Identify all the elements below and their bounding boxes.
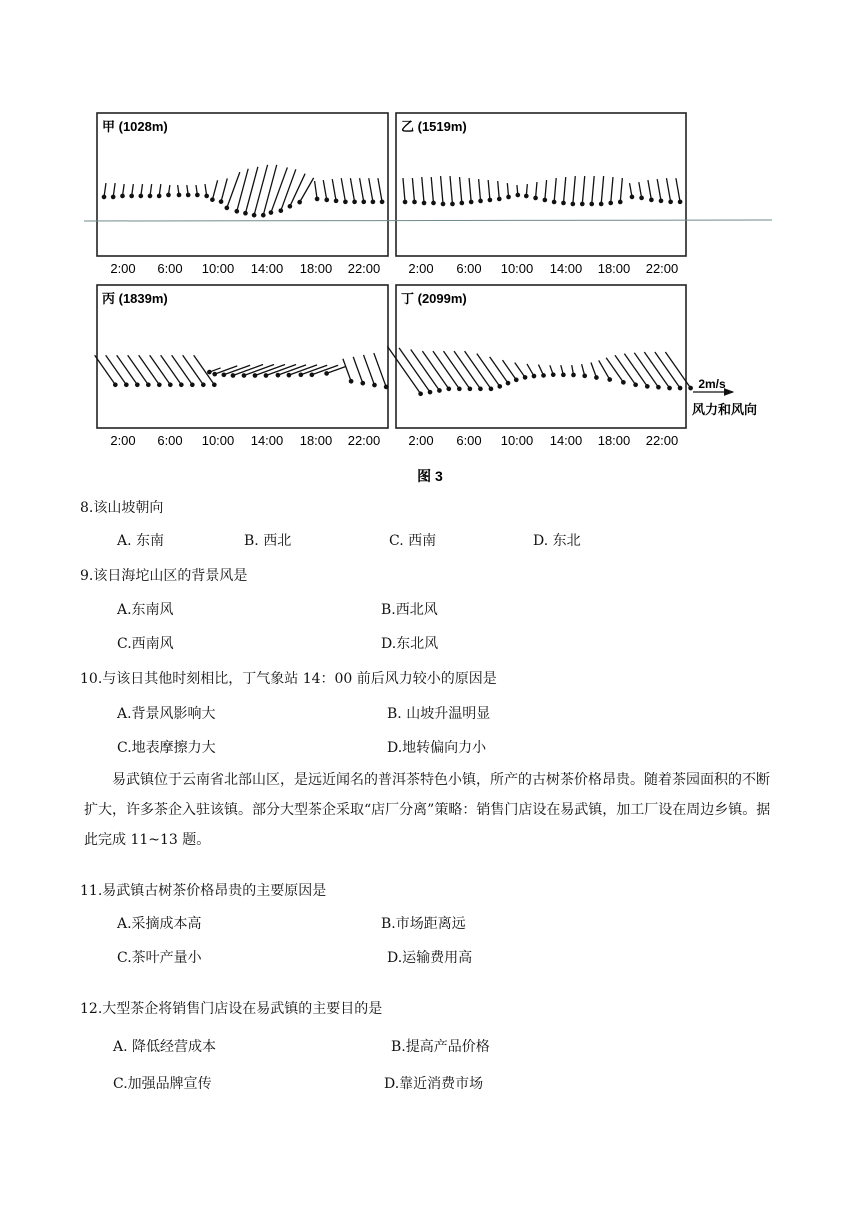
tick-label: 10:00 xyxy=(201,261,235,276)
wind-vector xyxy=(353,357,363,383)
legend-scale: 2m/s xyxy=(698,377,726,391)
q9-option-c[interactable]: C.西南风 xyxy=(117,636,174,652)
wind-vector xyxy=(545,180,547,200)
wind-vector xyxy=(215,366,238,374)
q12-option-a[interactable]: A. 降低经营成本 xyxy=(113,1039,217,1055)
q8-option-d[interactable]: D. 东北 xyxy=(533,533,581,549)
wind-vector xyxy=(139,355,160,384)
wind-vector xyxy=(378,178,382,202)
wind-vector xyxy=(403,178,405,202)
wind-vector xyxy=(212,180,217,199)
wind-vector xyxy=(422,177,424,203)
question-12-stem: 12.大型茶企将销售门店设在易武镇的主要目的是 xyxy=(80,1001,383,1017)
q11-option-a[interactable]: A.采摘成本高 xyxy=(117,916,202,932)
wind-vector xyxy=(150,184,152,196)
wind-vector xyxy=(644,352,669,388)
tick-label: 10:00 xyxy=(500,261,534,276)
wind-vector xyxy=(104,183,106,197)
wind-vector xyxy=(676,178,680,202)
wind-vector xyxy=(488,180,490,200)
wind-vector xyxy=(128,355,149,384)
tick-label: 2:00 xyxy=(408,261,434,276)
question-8-stem: 8.该山坡朝向 xyxy=(80,500,164,516)
wind-vector xyxy=(117,355,138,384)
wind-vector xyxy=(666,178,670,202)
wind-vector xyxy=(507,183,508,197)
tick-label: 18:00 xyxy=(299,433,333,448)
wind-vector xyxy=(657,179,661,201)
wind-vector xyxy=(187,185,188,195)
tick-label: 18:00 xyxy=(597,261,631,276)
wind-vector xyxy=(655,352,680,388)
tick-label: 22:00 xyxy=(347,433,381,448)
wind-vector xyxy=(460,177,462,203)
wind-vector xyxy=(454,351,480,389)
q10-option-b[interactable]: B. 山坡升温明显 xyxy=(387,706,491,722)
wind-vector xyxy=(582,176,584,204)
tick-label: 6:00 xyxy=(157,433,183,448)
wind-vector xyxy=(611,177,613,203)
wind-vector xyxy=(527,364,534,376)
wind-vector xyxy=(343,359,351,382)
q10-option-c[interactable]: C.地表摩擦力大 xyxy=(117,740,216,756)
wind-vector xyxy=(194,355,215,384)
q11-option-b[interactable]: B.市场距离远 xyxy=(381,916,466,932)
wind-vector xyxy=(591,362,596,377)
q10-option-d[interactable]: D.地转偏向力小 xyxy=(387,740,487,756)
wind-vector xyxy=(161,355,182,384)
panel-yi-frame xyxy=(396,113,686,256)
tick-label: 14:00 xyxy=(250,433,284,448)
wind-vector xyxy=(601,176,603,204)
wind-vector xyxy=(422,351,448,389)
wind-vector xyxy=(106,355,127,384)
panel-ding-vectors xyxy=(387,346,690,394)
panel-bing-frame xyxy=(97,285,388,428)
wind-vector xyxy=(554,178,556,202)
tick-label: 6:00 xyxy=(456,261,482,276)
panel-jia-frame xyxy=(97,113,388,256)
tick-label: 2:00 xyxy=(110,261,136,276)
tick-label: 2:00 xyxy=(110,433,136,448)
wind-vector xyxy=(196,185,197,195)
wind-vector xyxy=(350,178,354,202)
wind-vector xyxy=(332,179,336,201)
tick-label: 10:00 xyxy=(201,433,235,448)
wind-vector xyxy=(431,177,433,203)
q8-option-b[interactable]: B. 西北 xyxy=(244,533,292,549)
wind-vector xyxy=(412,178,414,202)
panel-jia-vectors xyxy=(104,165,382,215)
wind-vector xyxy=(592,176,594,204)
panel-ding-frame xyxy=(396,285,686,428)
wind-vector xyxy=(327,367,346,374)
question-11-stem: 11.易武镇古树茶价格昂贵的主要原因是 xyxy=(80,883,327,899)
q10-option-a[interactable]: A.背景风影响大 xyxy=(117,706,216,722)
tick-label: 2:00 xyxy=(408,433,434,448)
wind-vector xyxy=(536,182,537,198)
q12-option-c[interactable]: C.加强品牌宣传 xyxy=(113,1076,212,1092)
wind-vector xyxy=(648,180,651,200)
panel-jia-label: 甲 (1028m) xyxy=(102,119,168,134)
wind-vector xyxy=(150,355,171,384)
wind-vector xyxy=(615,355,636,384)
wind-vector xyxy=(450,176,452,204)
wind-vector xyxy=(227,172,240,208)
wind-vector xyxy=(572,365,574,375)
wind-vector xyxy=(281,169,296,210)
panel-yi-label: 乙 (1519m) xyxy=(401,119,467,134)
wind-vector xyxy=(364,355,375,385)
question-10-stem: 10.与该日其他时刻相比，丁气象站 14：00 前后风力较小的原因是 xyxy=(80,671,497,687)
wind-vector xyxy=(178,185,179,195)
q9-option-a[interactable]: A.东南风 xyxy=(117,602,174,618)
tick-label: 18:00 xyxy=(597,433,631,448)
wind-vector xyxy=(141,184,143,196)
wind-vector xyxy=(122,184,124,196)
tick-label: 22:00 xyxy=(645,261,679,276)
wind-vector xyxy=(221,178,227,201)
wind-vector xyxy=(132,184,134,196)
passage-paragraph: 易武镇位于云南省北部山区，是远近闻名的普洱茶特色小镇，所产的古树茶价格昂贵。随着茶园面积的不断扩大，许多茶企入驻该镇。部分大型茶企采取“店厂分离”策略：销售门店设在易武镇，加工厂设在周边乡镇。据此完成 11~13 题。 xyxy=(84,772,771,848)
wind-vector xyxy=(503,360,517,380)
wind-vector xyxy=(582,364,585,376)
wind-vector xyxy=(639,182,642,198)
tick-label: 18:00 xyxy=(299,261,333,276)
wind-vector xyxy=(374,353,386,387)
wind-vector xyxy=(515,363,525,378)
wind-vector xyxy=(599,360,610,379)
tick-label: 10:00 xyxy=(500,433,534,448)
figure-caption: 图 3 xyxy=(417,468,443,484)
wind-vector xyxy=(323,180,326,200)
wind-vector xyxy=(469,178,471,202)
wind-vector xyxy=(209,368,220,372)
wind-vector xyxy=(315,181,318,199)
tick-label: 6:00 xyxy=(456,433,482,448)
wind-vector xyxy=(490,357,508,383)
wind-vector xyxy=(360,178,364,202)
q9-option-d[interactable]: D.东北风 xyxy=(381,636,439,652)
tick-label: 22:00 xyxy=(645,433,679,448)
wind-vector xyxy=(465,351,491,389)
tick-label: 6:00 xyxy=(157,261,183,276)
tick-label: 14:00 xyxy=(549,261,583,276)
wind-vector xyxy=(387,346,420,394)
wind-vector xyxy=(477,354,500,387)
wind-vector xyxy=(168,185,169,195)
wind-vector xyxy=(369,178,373,202)
tick-label: 14:00 xyxy=(549,433,583,448)
wind-vector xyxy=(172,355,193,384)
wind-vector xyxy=(526,184,527,196)
q12-option-d[interactable]: D.靠近消费市场 xyxy=(384,1076,484,1092)
wind-vector xyxy=(183,355,204,384)
wind-vector xyxy=(563,177,565,203)
wind-vector xyxy=(538,365,543,376)
legend-label: 风力和风向 xyxy=(692,402,758,417)
wind-vector xyxy=(444,351,470,389)
wind-vector xyxy=(433,351,459,389)
scan-line xyxy=(84,220,772,221)
wind-vector xyxy=(159,184,161,196)
wind-vector xyxy=(550,365,553,374)
wind-figure xyxy=(0,0,860,490)
q11-option-c[interactable]: C.茶叶产量小 xyxy=(117,950,202,966)
wind-vector xyxy=(630,183,632,197)
q8-option-a[interactable]: A. 东南 xyxy=(117,533,165,549)
wind-vector xyxy=(573,176,575,204)
wind-vector xyxy=(634,353,658,387)
q12-option-b[interactable]: B.提高产品价格 xyxy=(391,1039,490,1055)
wind-vector xyxy=(205,184,207,196)
tick-label: 22:00 xyxy=(347,261,381,276)
wind-vector xyxy=(479,179,481,201)
wind-vector xyxy=(665,352,690,388)
panel-bing-label: 丙 (1839m) xyxy=(102,291,168,306)
wind-vector xyxy=(441,176,443,204)
wind-vector xyxy=(561,365,564,375)
wind-vector xyxy=(498,181,500,199)
question-9-stem: 9.该日海坨山区的背景风是 xyxy=(80,568,248,584)
tick-label: 14:00 xyxy=(250,261,284,276)
panel-bing-vectors xyxy=(95,353,386,387)
wind-vector xyxy=(517,185,518,195)
panel-yi-vectors xyxy=(403,176,680,204)
panel-ding-label: 丁 (2099m) xyxy=(401,291,467,306)
wind-vector xyxy=(620,178,622,202)
wind-vector xyxy=(624,354,647,387)
wind-vector xyxy=(341,178,345,202)
q11-option-d[interactable]: D.运输费用高 xyxy=(387,950,473,966)
wind-vector xyxy=(271,167,287,212)
q8-option-c[interactable]: C. 西南 xyxy=(389,533,437,549)
wind-vector xyxy=(113,183,115,197)
q9-option-b[interactable]: B.西北风 xyxy=(381,602,438,618)
